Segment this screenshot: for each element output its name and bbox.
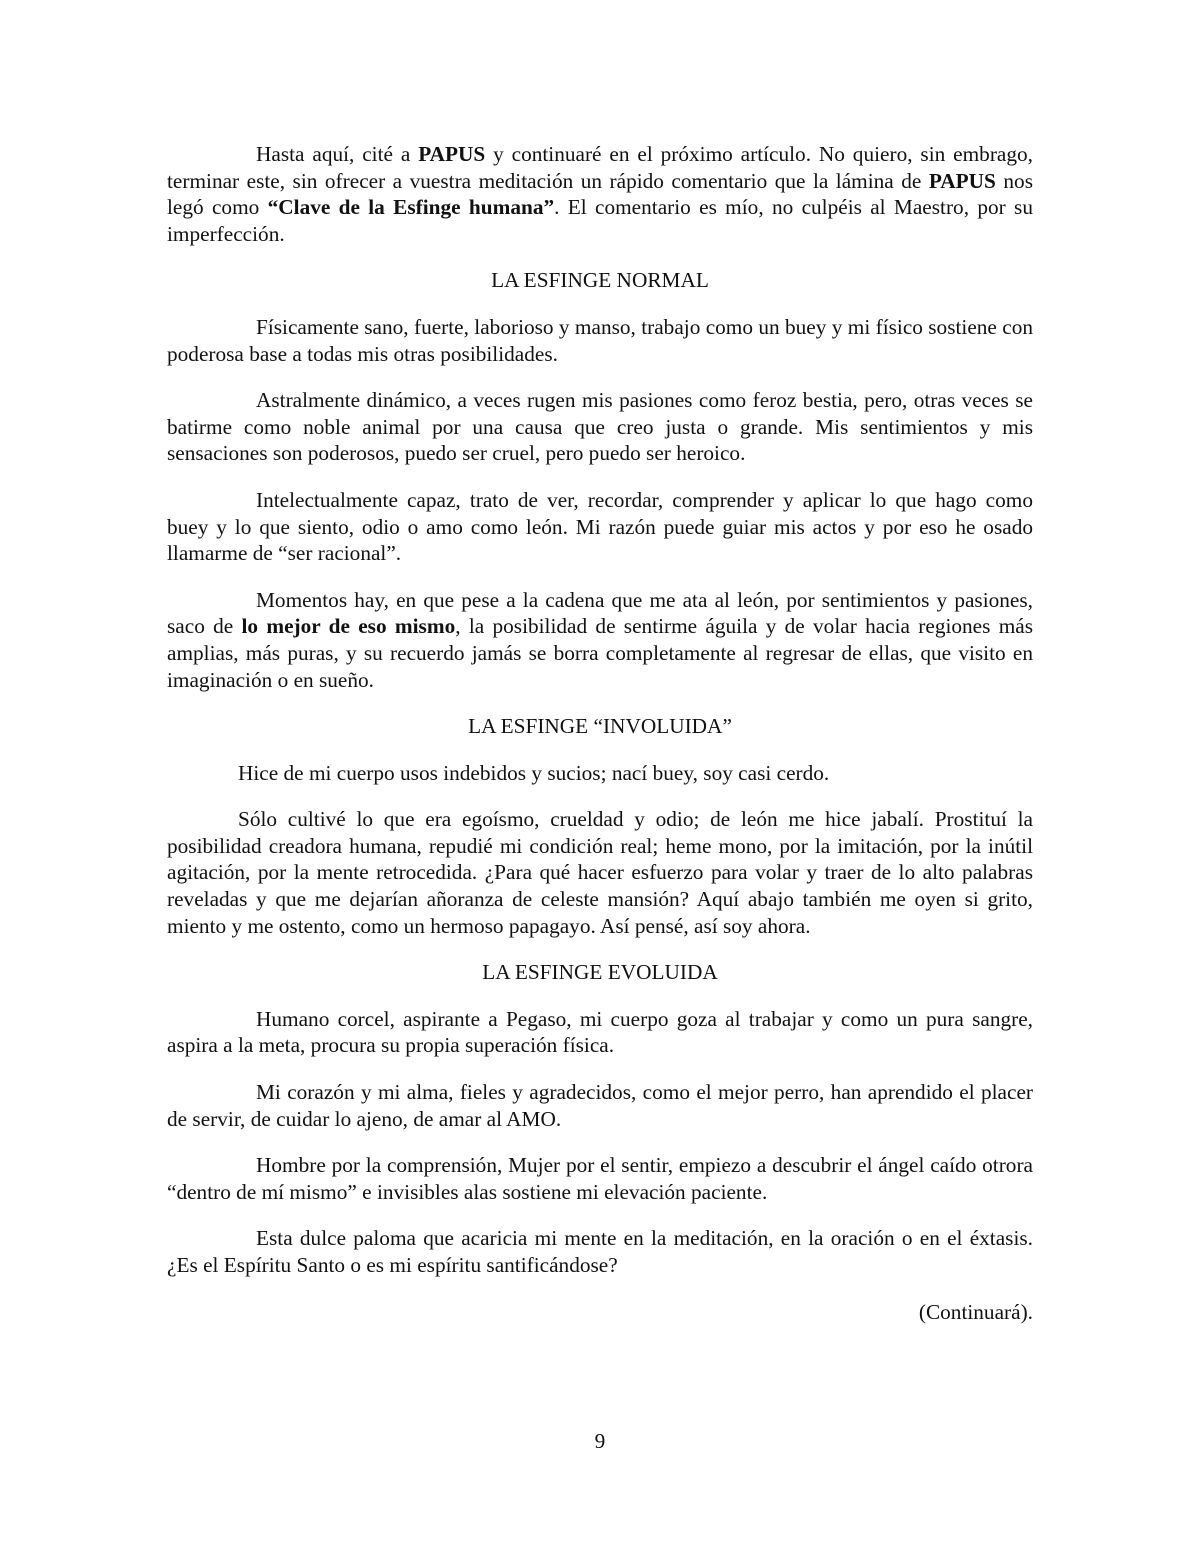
text-run: nos legó como: [167, 168, 1033, 220]
bold-author-name: PAPUS: [418, 142, 486, 166]
paragraph-comprehension: Hombre por la comprensión, Mujer por el sentir, empiezo a descubrir el ángel caído otrora “dentro de mí mismo” e invisibles alas sostiene mi elevación paciente.: [167, 1153, 1033, 1204]
paragraph-body-misuse: Hice de mi cuerpo usos indebidos y sucios; nací buey, soy casi cerdo.: [238, 760, 830, 785]
paragraph-physical: Físicamente sano, fuerte, laborioso y manso, trabajo como un buey y mi físico sostiene con poderosa base a todas mis otras posibilidades.: [167, 314, 1033, 366]
bold-author-name: PAPUS: [928, 168, 996, 193]
article-body: [167, 141, 1033, 1345]
bold-plate-title: “Clave de la Esfinge humana”: [267, 195, 555, 220]
text-run: Hasta aquí, cité a: [256, 142, 419, 166]
text-run: , la posibilidad de sentirme águila y de volar hacia regiones más amplias, más puras, y su recuerdo jamás se borra completamente al regresar de ellas, que visito en imaginación o en sueño.: [167, 614, 1034, 692]
section-heading-involuted: LA ESFINGE “INVOLUIDA”: [468, 714, 732, 739]
paragraph-intellectual: Intelectualmente capaz, trato de ver, recordar, comprender y aplicar lo que hago como buey y lo que siento, odio o amo como león. Mi razón puede guiar mis actos y por eso he osado llamarme de “ser racional”.: [167, 487, 1033, 566]
continuation-note: (Continuará).: [918, 1299, 1033, 1324]
section-heading-normal: LA ESFINGE NORMAL: [491, 268, 709, 293]
text-run: . El comentario es mío, no culpéis al Maestro, por su imperfección.: [167, 195, 1033, 246]
section-heading-evolved: LA ESFINGE EVOLUIDA: [482, 960, 718, 985]
paragraph-heart-soul: Mi corazón y mi alma, fieles y agradecidos, como el mejor perro, han aprendido el placer de servir, de cuidar lo ajeno, de amar al AMO.: [167, 1080, 1033, 1131]
paragraph-astral: Astralmente dinámico, a veces rugen mis pasiones como feroz bestia, pero, otras veces se batirme como noble animal por una causa que creo justa o grande. Mis sentimientos y mis sensaciones son poderosos, puedo ser cruel, pero puedo ser heroico.: [167, 388, 1033, 466]
page-number: 9: [594, 1429, 606, 1453]
paragraph-egoism: Sólo cultivé lo que era egoísmo, crueldad y odio; de león me hice jabalí. Prostituí la posibilidad creadora humana, repudié mi condición real; heme mono, por la imitación, por la inútil agitación, por la mente retrocedida. ¿Para qué hacer esfuerzo para volar y traer de lo alto palabras reveladas y que me dejarían añoranza de celeste mansión? Aquí abajo también me oyen si grito, miento y me ostento, como un hermoso papagayo. Así pensé, así soy ahora.: [167, 807, 1033, 938]
paragraph-steed: Humano corcel, aspirante a Pegaso, mi cuerpo goza al trabajar y como un pura sangre, aspira a la meta, procura su propia superación física.: [167, 1006, 1033, 1058]
paragraph-moments: [167, 587, 1033, 693]
paragraph-dove: Esta dulce paloma que acaricia mi mente en la meditación, en la oración o en el éxtasis. ¿Es el Espíritu Santo o es mi espíritu santificándose?: [167, 1226, 1033, 1277]
bold-emphasis: lo mejor de eso mismo: [241, 614, 456, 639]
text-run: Momentos hay, en que pese a la cadena que me ata al león, por sentimientos y pasiones, saco de: [167, 587, 1033, 639]
paragraph-intro: [167, 141, 1033, 247]
text-run: y continuaré en el próximo artículo. No quiero, sin embrago, terminar este, sin ofrecer a vuestra meditación un rápido comentario que la lámina de: [167, 142, 1033, 193]
